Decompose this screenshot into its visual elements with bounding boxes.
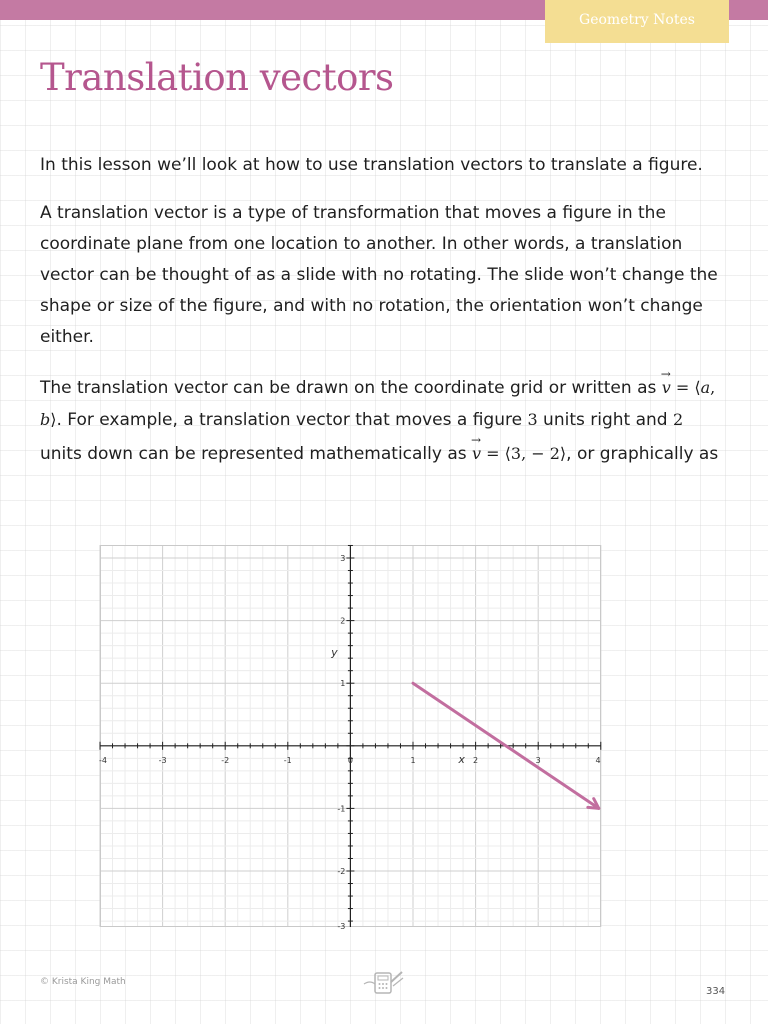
y-tick-label: 3 xyxy=(340,554,346,563)
page-title: Translation vectors xyxy=(40,56,394,99)
math-number: 2 xyxy=(672,410,684,429)
x-tick-label: 1 xyxy=(410,755,416,765)
x-tick-label: -1 xyxy=(283,755,292,765)
x-tick-label: -3 xyxy=(158,755,167,765)
y-tick-label: 2 xyxy=(340,616,346,626)
page-number: 334 xyxy=(706,986,726,997)
x-axis-label: x xyxy=(458,752,465,766)
y-axis-label: y xyxy=(331,645,338,659)
math-var-b: b xyxy=(40,410,51,429)
example-paragraph xyxy=(40,370,730,470)
text-run: , or graphically as xyxy=(566,444,719,464)
x-tick-label: 4 xyxy=(595,755,601,765)
definition-paragraph: A translation vector is a type of transformation that moves a figure in the coordinate plane from one location to another. In other words, a translation vector can be thought of as a slide with no rotating. The slide won’t change the shape or size of the figure, and with no rotation, the orientation won’t change either. xyxy=(40,203,718,347)
vector-example xyxy=(472,444,566,463)
calculator-pencil-icon xyxy=(362,968,406,996)
x-tick-label: -2 xyxy=(221,755,230,765)
x-tick-label: -4 xyxy=(99,755,107,765)
x-tick-label: 2 xyxy=(473,755,479,765)
section-tab: Geometry Notes xyxy=(545,0,729,43)
math-run: , xyxy=(710,378,716,397)
intro-paragraph: In this lesson we’ll look at how to use translation vectors to translate a figure. xyxy=(40,155,703,175)
text-run: units right and xyxy=(537,410,673,430)
math-run: = ⟨ xyxy=(675,378,701,397)
coordinate-grid xyxy=(99,545,601,931)
y-tick-label: -1 xyxy=(337,804,346,814)
vector-symbol: → v xyxy=(472,436,481,469)
y-tick-label: 1 xyxy=(340,679,346,689)
y-tick-label: -3 xyxy=(337,922,346,931)
copyright-text: © Krista King Math xyxy=(40,977,126,987)
lesson-body xyxy=(40,150,730,487)
math-var-a: a xyxy=(700,378,711,397)
text-run: . For example, a translation vector that moves a figure xyxy=(56,410,528,430)
vector-symbol: → v xyxy=(662,370,671,403)
math-run: = ⟨3, − 2⟩ xyxy=(486,444,567,463)
x-tick-label: 3 xyxy=(535,755,541,765)
math-number: 3 xyxy=(527,410,538,429)
x-tick-label: 0 xyxy=(347,755,353,765)
math-run: ⟩ xyxy=(50,410,57,429)
text-run: units down can be represented mathematically as xyxy=(40,444,473,464)
text-run: The translation vector can be drawn on the coordinate grid or written as xyxy=(40,378,657,398)
y-tick-label: -2 xyxy=(337,867,346,876)
